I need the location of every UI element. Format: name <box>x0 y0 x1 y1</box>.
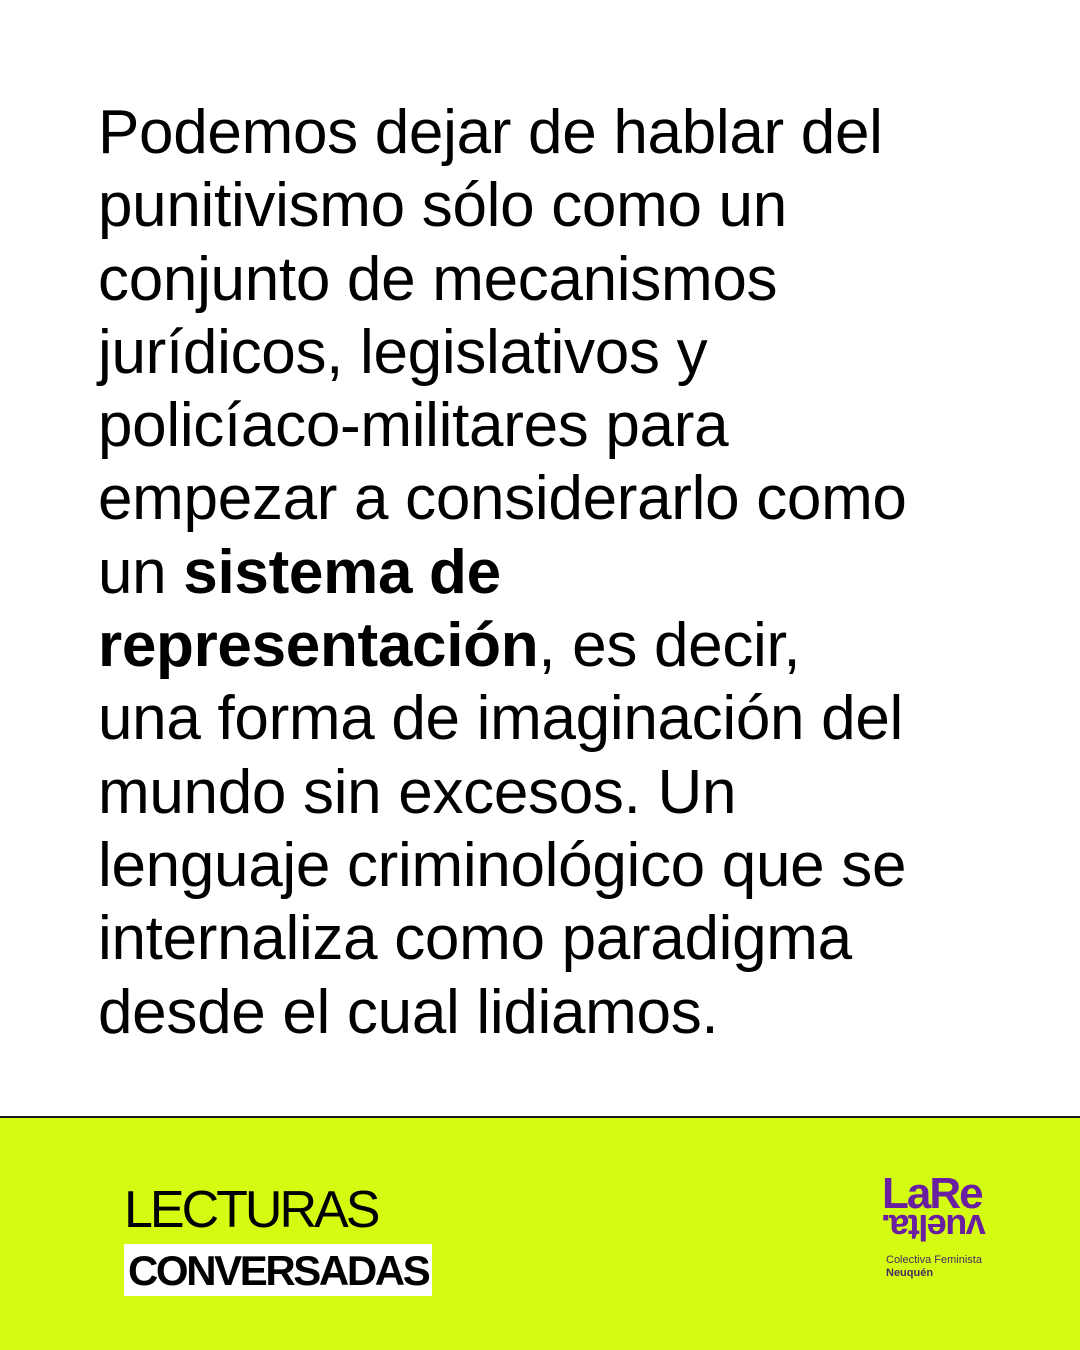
logo-wordmark-bottom: vuelta. <box>882 1207 986 1248</box>
logo-wordmark-top: LaRe <box>882 1169 982 1218</box>
quote-line: empezar a considerarlo como <box>98 464 907 534</box>
quote-line <box>98 536 1018 609</box>
quote-line <box>98 609 1018 682</box>
quote-text <box>98 96 1018 1049</box>
quote-line: Podemos dejar de hablar del <box>98 98 883 167</box>
logo-subtitle: Colectiva Feminista <box>886 1254 982 1266</box>
quote-line: desde el cual lidiamos. <box>98 977 719 1047</box>
quote-line: lenguaje criminológico que se <box>98 830 907 900</box>
quote-line: mundo sin excesos. Un <box>98 757 737 827</box>
quote-area <box>98 96 1018 1049</box>
quote-line: jurídicos, legislativos y <box>98 317 708 387</box>
series-title-line2: CONVERSADAS <box>124 1244 432 1296</box>
quote-text-fragment: un <box>98 537 184 607</box>
quote-line: conjunto de mecanismos <box>98 244 778 314</box>
quote-emphasis: representación <box>98 611 539 681</box>
quote-line: internaliza como paradigma <box>98 904 852 974</box>
quote-text-fragment: , es decir, <box>538 611 801 681</box>
quote-line: una forma de imaginación del <box>98 684 903 754</box>
quote-emphasis: sistema de <box>183 537 501 607</box>
logo-location: Neuquén <box>886 1267 934 1279</box>
larevuelta-logo <box>870 1169 1020 1280</box>
quote-line: punitivismo sólo como un <box>98 171 787 241</box>
series-title-line1: LECTURAS <box>124 1181 378 1239</box>
series-title <box>124 1181 432 1296</box>
footer-band <box>0 1116 1080 1350</box>
quote-line: policíaco-militares para <box>98 391 729 461</box>
